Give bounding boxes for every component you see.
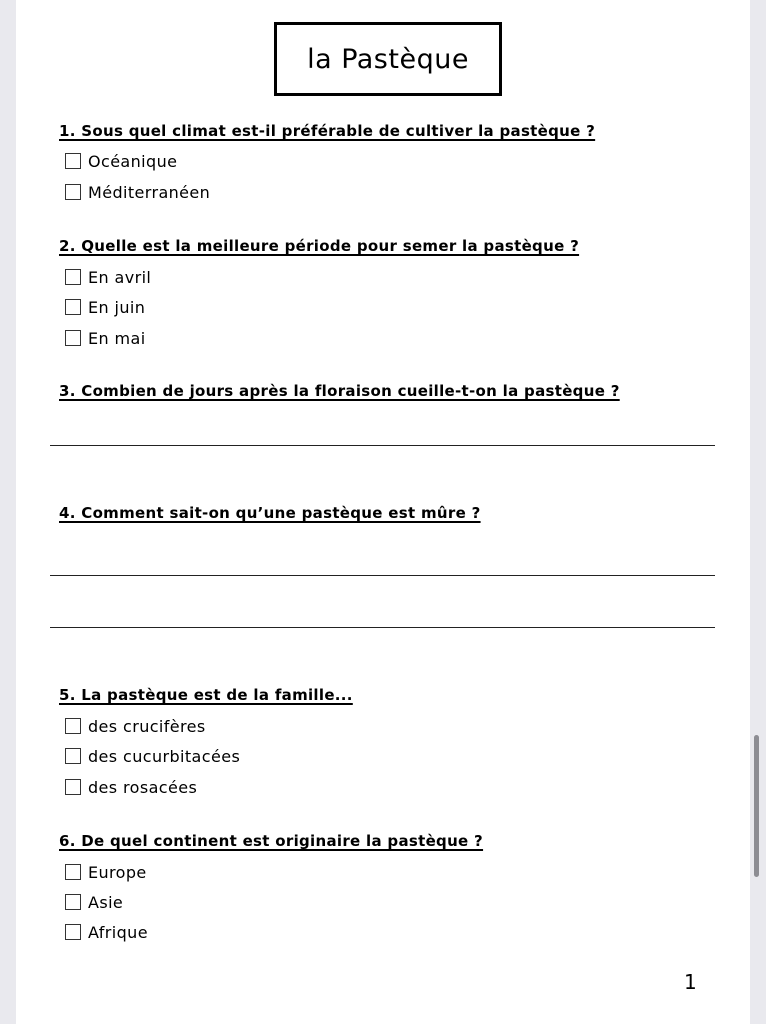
checkbox[interactable] (65, 894, 81, 910)
option-q1-oceanique[interactable] (65, 151, 177, 171)
option-label: En juin (88, 297, 146, 317)
option-q5-cruciferes[interactable] (65, 716, 206, 736)
checkbox[interactable] (65, 748, 81, 764)
worksheet-title: la Pastèque (274, 22, 502, 96)
scrollbar-thumb[interactable] (754, 735, 759, 877)
option-q6-asie[interactable] (65, 892, 123, 912)
question-1: 1. Sous quel climat est-il préférable de cultiver la pastèque ? (59, 122, 596, 140)
question-2: 2. Quelle est la meilleure période pour semer la pastèque ? (59, 237, 580, 255)
question-5: 5. La pastèque est de la famille... (59, 686, 353, 704)
checkbox[interactable] (65, 299, 81, 315)
option-q6-europe[interactable] (65, 862, 147, 882)
worksheet-page (16, 0, 750, 1024)
option-label: des crucifères (88, 716, 206, 736)
checkbox[interactable] (65, 864, 81, 880)
question-3: 3. Combien de jours après la floraison cueille-t-on la pastèque ? (59, 382, 620, 400)
option-q5-cucurbitacees[interactable] (65, 746, 240, 766)
option-label: En mai (88, 328, 146, 348)
option-label: des cucurbitacées (88, 746, 241, 766)
checkbox[interactable] (65, 924, 81, 940)
option-label: Méditerranéen (88, 182, 211, 202)
option-label: Océanique (88, 151, 178, 171)
option-label: En avril (88, 267, 152, 287)
checkbox[interactable] (65, 779, 81, 795)
checkbox[interactable] (65, 330, 81, 346)
checkbox[interactable] (65, 269, 81, 285)
option-q5-rosacees[interactable] (65, 777, 197, 797)
answer-line-q4-1[interactable] (50, 575, 715, 576)
answer-line-q3[interactable] (50, 445, 715, 446)
option-q6-afrique[interactable] (65, 922, 148, 942)
question-6: 6. De quel continent est originaire la pastèque ? (59, 832, 484, 850)
option-q2-mai[interactable] (65, 328, 146, 348)
option-q2-avril[interactable] (65, 267, 151, 287)
option-label: Afrique (88, 922, 148, 942)
option-q1-mediterraneen[interactable] (65, 182, 210, 202)
question-4: 4. Comment sait-on qu’une pastèque est mûre ? (59, 504, 481, 522)
checkbox[interactable] (65, 184, 81, 200)
option-label: Asie (88, 892, 124, 912)
answer-line-q4-2[interactable] (50, 627, 715, 628)
option-label: des rosacées (88, 777, 198, 797)
checkbox[interactable] (65, 718, 81, 734)
option-q2-juin[interactable] (65, 297, 145, 317)
option-label: Europe (88, 862, 147, 882)
checkbox[interactable] (65, 153, 81, 169)
page-number: 1 (684, 970, 697, 994)
